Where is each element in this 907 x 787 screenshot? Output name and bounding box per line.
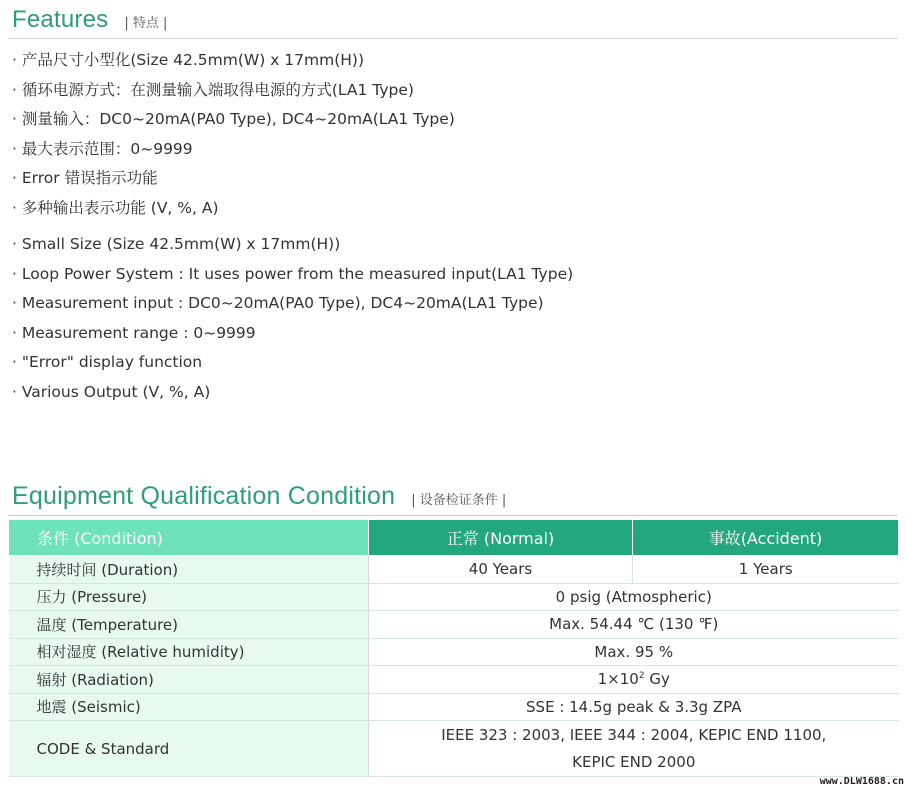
radiation-value <box>369 666 899 694</box>
table-row <box>9 666 899 694</box>
code-value-line: KEPIC END 2000 <box>572 752 696 771</box>
feature-item-en: · "Error" display function <box>12 348 573 378</box>
qualification-divider <box>8 515 898 516</box>
table-row <box>9 583 899 611</box>
radiation-unit: Gy <box>644 670 670 689</box>
feature-item-en: · Loop Power System : It uses power from the measured input(LA1 Type) <box>12 260 573 290</box>
table-header-row <box>9 520 899 556</box>
features-title <box>12 6 167 34</box>
row-label: 持续时间 (Duration) <box>9 556 369 584</box>
qualification-table <box>8 519 899 777</box>
features-divider <box>8 38 898 39</box>
feature-item-en: · Various Output (V, %, A) <box>12 378 573 408</box>
header-accident: 事故(Accident) <box>633 520 899 556</box>
humidity-value: Max. 95 % <box>369 638 899 666</box>
duration-accident-value: 1 Years <box>633 556 899 584</box>
qualification-title <box>12 482 506 511</box>
table-row <box>9 611 899 639</box>
row-label: 相对湿度 (Relative humidity) <box>9 638 369 666</box>
features-subheading: | 特点 | <box>124 16 168 31</box>
feature-item-cn: · Error 错误指示功能 <box>12 164 455 194</box>
qualification-heading: Equipment Qualification Condition <box>12 482 396 510</box>
duration-normal-value: 40 Years <box>369 556 633 584</box>
radiation-base: 1×10 <box>597 670 639 689</box>
features-list-cn <box>12 46 455 224</box>
code-value-line: IEEE 323 : 2003, IEEE 344 : 2004, KEPIC END 1100, <box>441 725 827 744</box>
feature-item-en: · Measurement input : DC0~20mA(PA0 Type), DC4~20mA(LA1 Type) <box>12 289 573 319</box>
code-value <box>369 721 899 777</box>
row-label: 温度 (Temperature) <box>9 611 369 639</box>
features-heading: Features <box>12 6 109 33</box>
header-normal: 正常 (Normal) <box>369 520 633 556</box>
features-list-en <box>12 230 573 408</box>
watermark: www.DLW1688.cn <box>819 776 904 787</box>
row-label: CODE & Standard <box>9 721 369 777</box>
feature-item-en: · Measurement range : 0~9999 <box>12 319 573 349</box>
header-condition: 条件 (Condition) <box>9 520 369 556</box>
qualification-subheading: | 设备检证条件 | <box>411 493 507 508</box>
feature-item-cn: · 多种输出表示功能 (V, %, A) <box>12 194 455 224</box>
feature-item-cn: · 测量输入：DC0~20mA(PA0 Type), DC4~20mA(LA1 Type) <box>12 105 455 135</box>
table-row <box>9 638 899 666</box>
row-label: 压力 (Pressure) <box>9 583 369 611</box>
row-label: 地震 (Seismic) <box>9 693 369 721</box>
feature-item-cn: · 产品尺寸小型化(Size 42.5mm(W) x 17mm(H)) <box>12 46 455 76</box>
table-row <box>9 693 899 721</box>
temperature-value: Max. 54.44 ℃ (130 ℉) <box>369 611 899 639</box>
seismic-value: SSE : 14.5g peak & 3.3g ZPA <box>369 693 899 721</box>
feature-item-cn: · 最大表示范围：0~9999 <box>12 135 455 165</box>
radiation-exponent: 2 <box>638 671 645 682</box>
feature-item-en: · Small Size (Size 42.5mm(W) x 17mm(H)) <box>12 230 573 260</box>
table-row <box>9 556 899 584</box>
feature-item-cn: · 循环电源方式：在测量输入端取得电源的方式(LA1 Type) <box>12 76 455 106</box>
pressure-value: 0 psig (Atmospheric) <box>369 583 899 611</box>
row-label: 辐射 (Radiation) <box>9 666 369 694</box>
table-row <box>9 721 899 777</box>
